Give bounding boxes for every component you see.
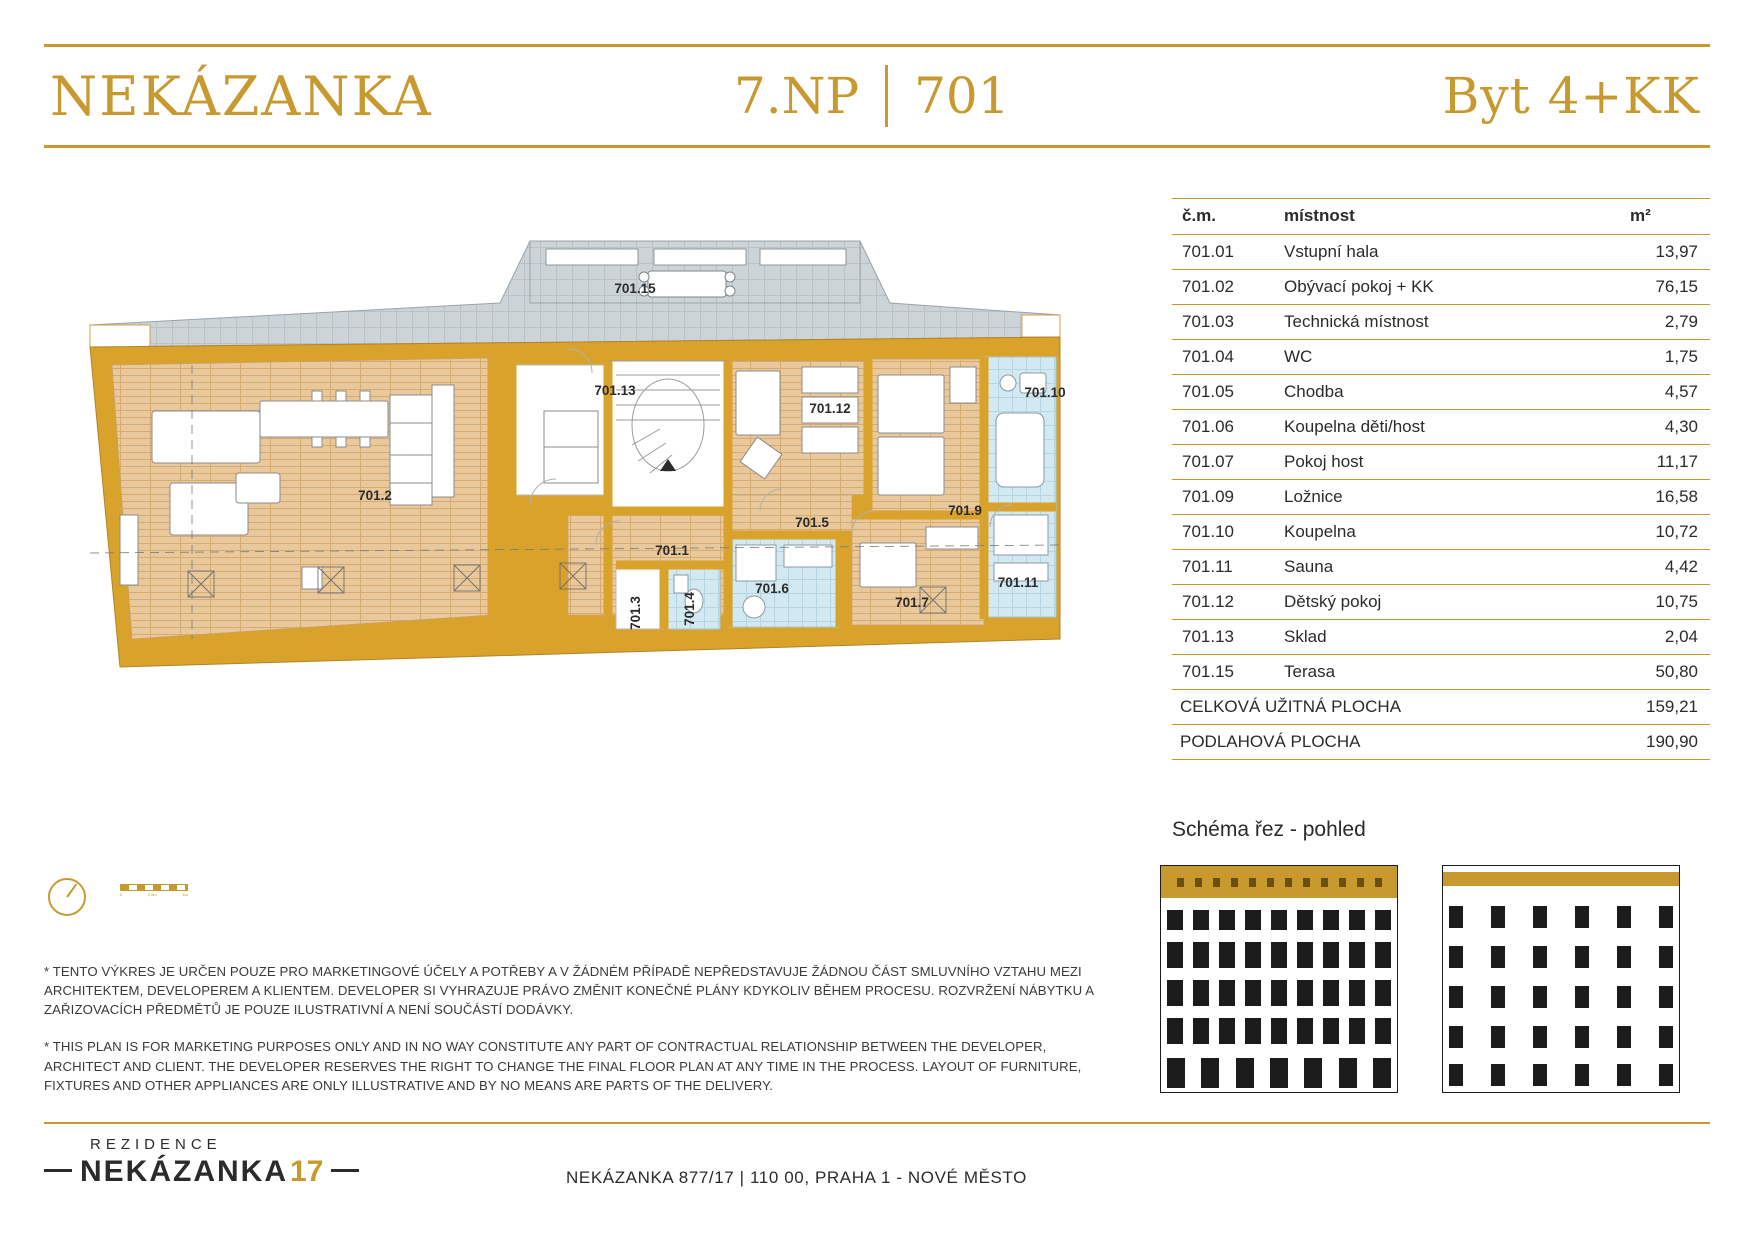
cell-room: Dětský pokoj [1276, 585, 1614, 620]
room-label: 701.15 [614, 281, 656, 296]
room-label: 701.9 [948, 503, 982, 518]
table-total-row [1172, 725, 1710, 760]
table-row [1172, 550, 1710, 585]
logo-dash-left [44, 1169, 72, 1172]
cell-area: 4,57 [1614, 375, 1710, 410]
room-label: 701.4 [682, 592, 697, 626]
table-row [1172, 655, 1710, 690]
floor-unit-group [734, 65, 1010, 127]
room-label: 701.1 [655, 543, 689, 558]
cell-area: 10,72 [1614, 515, 1710, 550]
room-label: 701.6 [755, 581, 789, 596]
cell-room: Sklad [1276, 620, 1614, 655]
cell-room: Terasa [1276, 655, 1614, 690]
cell-room: Sauna [1276, 550, 1614, 585]
cell-number: 701.03 [1172, 305, 1276, 340]
room-label: 701.10 [1024, 385, 1066, 400]
cell-number: 701.09 [1172, 480, 1276, 515]
floor-plan [60, 215, 1140, 685]
logo-subtitle: REZIDENCE [90, 1136, 222, 1153]
disclaimer-cs: * TENTO VÝKRES JE URČEN POUZE PRO MARKETINGOVÉ ÚČELY A POTŘEBY A V ŽÁDNÉM PŘÍPADĚ NEPŘEDSTAVUJE ŽÁDNOU ČÁST SMLUVNÍHO VZTAHU MEZI ARCHITEKTEM, DEVELOPEREM A KLIENTEM. DEVELOPER SI VYHRAZUJE PRÁVO ZMĚNIT KONEČNÉ PLÁNY KDYKOLIV BĚHEM PROCESU. ROZVRŽENÍ NÁBYTKU A ZAŘIZOVACÍCH PŘEDMĚTŮ JE POUZE ILUSTRATIVNÍ A NENÍ SOUČÁSTÍ DODÁVKY. [44, 964, 1094, 1018]
room-label: 701.11 [997, 575, 1039, 590]
cell-room: Ložnice [1276, 480, 1614, 515]
cell-room: Koupelna [1276, 515, 1614, 550]
floor-plan-svg [60, 215, 1140, 685]
footer-address: NEKÁZANKA 877/17 | 110 00, PRAHA 1 - NOVÉ MĚSTO [566, 1168, 1027, 1187]
room-label: 701.13 [594, 383, 636, 398]
table-row [1172, 620, 1710, 655]
cell-number: 701.13 [1172, 620, 1276, 655]
scheme-images [1160, 855, 1716, 1105]
total-label: PODLAHOVÁ PLOCHA [1172, 725, 1614, 760]
disclaimer-block [44, 962, 1104, 1113]
highlighted-floor-band [1443, 872, 1679, 886]
column-header-room: místnost [1276, 199, 1614, 235]
table-row [1172, 305, 1710, 340]
logo-dash-right [331, 1169, 359, 1172]
cell-area: 2,04 [1614, 620, 1710, 655]
cell-number: 701.07 [1172, 445, 1276, 480]
table-row [1172, 410, 1710, 445]
cell-number: 701.11 [1172, 550, 1276, 585]
logo-wordmark: NEKÁZANKA [80, 1155, 288, 1188]
room-label: 701.12 [809, 401, 851, 416]
scale-tick-right: 5m [182, 892, 188, 897]
cell-room: Pokoj host [1276, 445, 1614, 480]
cell-area: 76,15 [1614, 270, 1710, 305]
facade-front-elevation [1160, 865, 1398, 1093]
logo-number: 17 [290, 1155, 324, 1188]
scale-tick-mid: 2,5m [147, 892, 157, 897]
cell-area: 1,75 [1614, 340, 1710, 375]
unit-type-label: Byt 4+KK [1442, 67, 1700, 125]
table-row [1172, 270, 1710, 305]
scale-tick-left: 0 [120, 892, 123, 897]
cell-room: Chodba [1276, 375, 1614, 410]
cell-number: 701.12 [1172, 585, 1276, 620]
cell-number: 701.15 [1172, 655, 1276, 690]
table-row [1172, 445, 1710, 480]
cell-area: 13,97 [1614, 235, 1710, 270]
scale-bar-graphic [120, 884, 188, 891]
total-value: 159,21 [1614, 690, 1710, 725]
room-label: 701.5 [795, 515, 829, 530]
cell-area: 2,79 [1614, 305, 1710, 340]
floor-label: 7.NP [734, 67, 860, 125]
scale-bar [120, 884, 188, 897]
table-total-row [1172, 690, 1710, 725]
facade-rear-elevation [1442, 865, 1680, 1093]
cell-number: 701.01 [1172, 235, 1276, 270]
room-schedule-table [1172, 198, 1710, 760]
cell-room: Koupelna děti/host [1276, 410, 1614, 445]
disclaimer-en: * THIS PLAN IS FOR MARKETING PURPOSES ONLY AND IN NO WAY CONSTITUTE ANY PART OF CONTRACTUAL RELATIONSHIP BETWEEN THE DEVELOPER, ARCHITECT AND CLIENT. THE DEVELOPER RESERVES THE RIGHT TO CHANGE THE FINAL FLOOR PLAN AT ANY TIME IN THE PROCESS. LAYOUT OF FURNITURE, FIXTURES AND OTHER APPLIANCES ARE ONLY ILLUSTRATIVE AND BY NO MEANS ARE PARTS OF THE DELIVERY. [44, 1039, 1082, 1093]
cell-area: 11,17 [1614, 445, 1710, 480]
header-divider [885, 65, 888, 127]
table-row [1172, 585, 1710, 620]
cell-number: 701.10 [1172, 515, 1276, 550]
cell-area: 16,58 [1614, 480, 1710, 515]
table-row [1172, 480, 1710, 515]
cell-area: 50,80 [1614, 655, 1710, 690]
footer-divider [44, 1122, 1710, 1124]
room-label: 701.2 [358, 488, 392, 503]
column-header-number: č.m. [1172, 199, 1276, 235]
total-label: CELKOVÁ UŽITNÁ PLOCHA [1172, 690, 1614, 725]
cell-room: Vstupní hala [1276, 235, 1614, 270]
scheme-title: Schéma řez - pohled [1172, 818, 1366, 841]
total-value: 190,90 [1614, 725, 1710, 760]
table-row [1172, 340, 1710, 375]
cell-area: 4,42 [1614, 550, 1710, 585]
brand-title: NEKÁZANKA [50, 64, 433, 128]
room-label: 701.7 [895, 595, 929, 610]
table-row [1172, 235, 1710, 270]
table-row [1172, 375, 1710, 410]
table-row [1172, 515, 1710, 550]
cell-area: 4,30 [1614, 410, 1710, 445]
footer-logo [44, 1136, 384, 1189]
cell-number: 701.05 [1172, 375, 1276, 410]
cell-room: Technická místnost [1276, 305, 1614, 340]
highlighted-floor-band [1161, 866, 1397, 898]
table-header-row [1172, 199, 1710, 235]
column-header-area: m² [1614, 199, 1710, 235]
unit-number: 701 [914, 67, 1010, 125]
north-arrow-icon [48, 878, 86, 916]
cell-number: 701.02 [1172, 270, 1276, 305]
room-label: 701.3 [628, 596, 643, 630]
cell-area: 10,75 [1614, 585, 1710, 620]
cell-number: 701.04 [1172, 340, 1276, 375]
cell-room: Obývací pokoj + KK [1276, 270, 1614, 305]
page-header [44, 44, 1710, 148]
cell-room: WC [1276, 340, 1614, 375]
cell-number: 701.06 [1172, 410, 1276, 445]
